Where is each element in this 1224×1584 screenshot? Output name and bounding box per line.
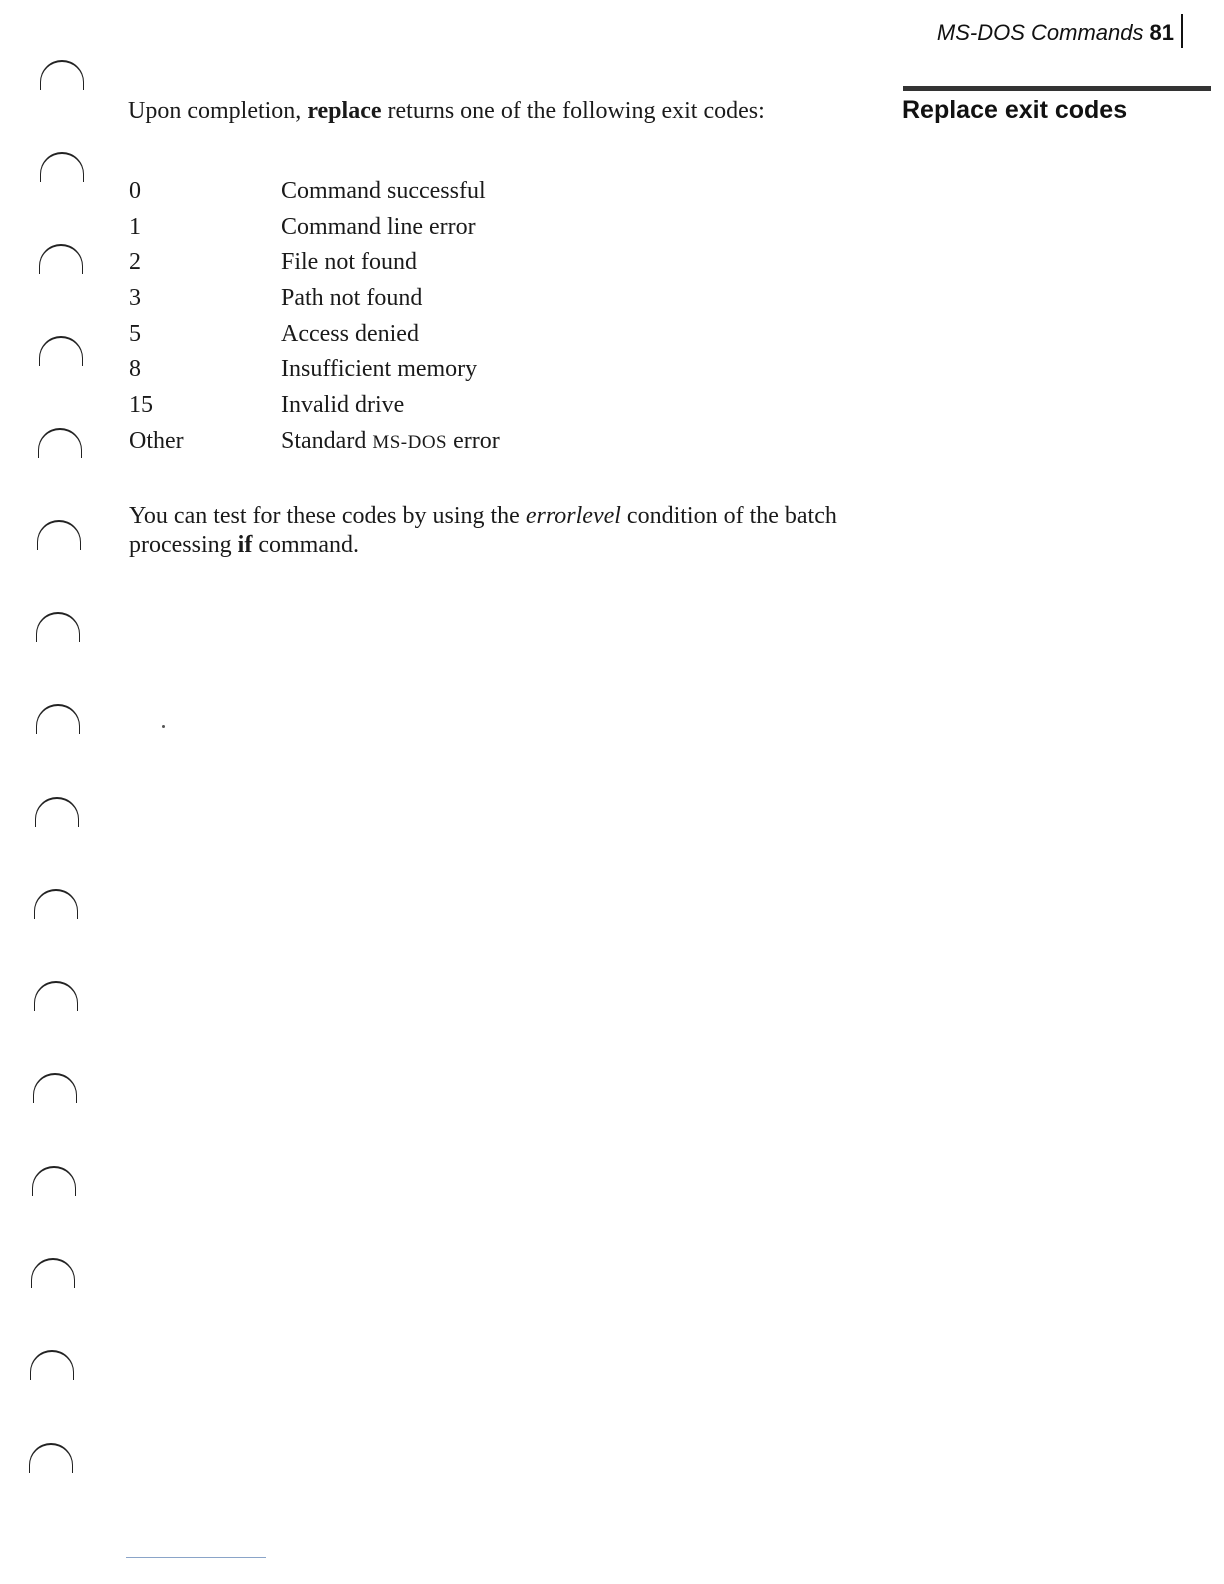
desc-before: Standard [281, 427, 373, 454]
exit-code: 3 [129, 285, 141, 312]
intro-text-before: Upon completion, [128, 98, 308, 124]
binder-hole-icon [30, 1350, 74, 1380]
exit-code: 5 [129, 320, 141, 347]
exit-code-list [129, 174, 729, 460]
side-heading: Replace exit codes [902, 96, 1128, 124]
exit-code-description: Path not found [281, 285, 423, 312]
exit-code-row [129, 210, 729, 246]
exit-code: 8 [129, 356, 141, 383]
binder-hole-icon [31, 1258, 75, 1288]
intro-paragraph [128, 97, 848, 125]
closing-part1: You can test for these codes by using the [129, 503, 526, 529]
closing-part3: command. [252, 532, 359, 558]
binder-hole-icon [33, 1073, 77, 1103]
intro-text-after: returns one of the following exit codes: [381, 98, 765, 124]
scan-speck [162, 725, 165, 728]
exit-code: 15 [129, 392, 153, 419]
header-bar [1181, 14, 1183, 48]
exit-code-row [129, 281, 729, 317]
exit-code-description: Invalid drive [281, 392, 405, 419]
binder-holes [20, 0, 100, 1584]
running-title: MS-DOS Commands [936, 20, 1144, 45]
closing-paragraph [129, 502, 859, 560]
exit-code-row [129, 317, 729, 353]
exit-code-row [129, 424, 729, 460]
exit-code: 2 [129, 249, 141, 276]
closing-italic: errorlevel [525, 503, 621, 529]
binder-hole-icon [37, 520, 81, 550]
binder-hole-icon [35, 797, 79, 827]
exit-code-description: File not found [281, 249, 417, 276]
bottom-rule [126, 1557, 266, 1558]
exit-code-description: Access denied [281, 320, 419, 347]
exit-code-description: Insufficient memory [281, 356, 478, 383]
exit-code-row [129, 352, 729, 388]
side-heading-rule [903, 86, 1211, 91]
exit-code-row [129, 388, 729, 424]
desc-smallcaps: MS-DOS [372, 431, 448, 453]
binder-hole-icon [40, 152, 84, 182]
binder-hole-icon [39, 244, 83, 274]
intro-command: replace [307, 98, 382, 124]
running-header [900, 18, 1174, 48]
binder-hole-icon [29, 1443, 73, 1473]
exit-code-description: Command line error [281, 213, 476, 240]
exit-code-row [129, 174, 729, 210]
binder-hole-icon [32, 1166, 76, 1196]
exit-code-row [129, 245, 729, 281]
binder-hole-icon [40, 60, 84, 90]
binder-hole-icon [36, 704, 80, 734]
exit-code-description [281, 424, 500, 461]
desc-after: error [447, 427, 500, 454]
binder-hole-icon [34, 981, 78, 1011]
page-number: 81 [1149, 20, 1174, 45]
closing-part2: condition of the batch processing [129, 503, 837, 558]
exit-code: 1 [129, 213, 141, 240]
binder-hole-icon [34, 889, 78, 919]
binder-hole-icon [39, 336, 83, 366]
exit-code-description: Command successful [281, 178, 486, 204]
exit-code: Other [129, 427, 184, 454]
exit-code: 0 [129, 178, 141, 204]
binder-hole-icon [36, 612, 80, 642]
closing-bold: if [237, 532, 253, 558]
binder-hole-icon [38, 428, 82, 458]
